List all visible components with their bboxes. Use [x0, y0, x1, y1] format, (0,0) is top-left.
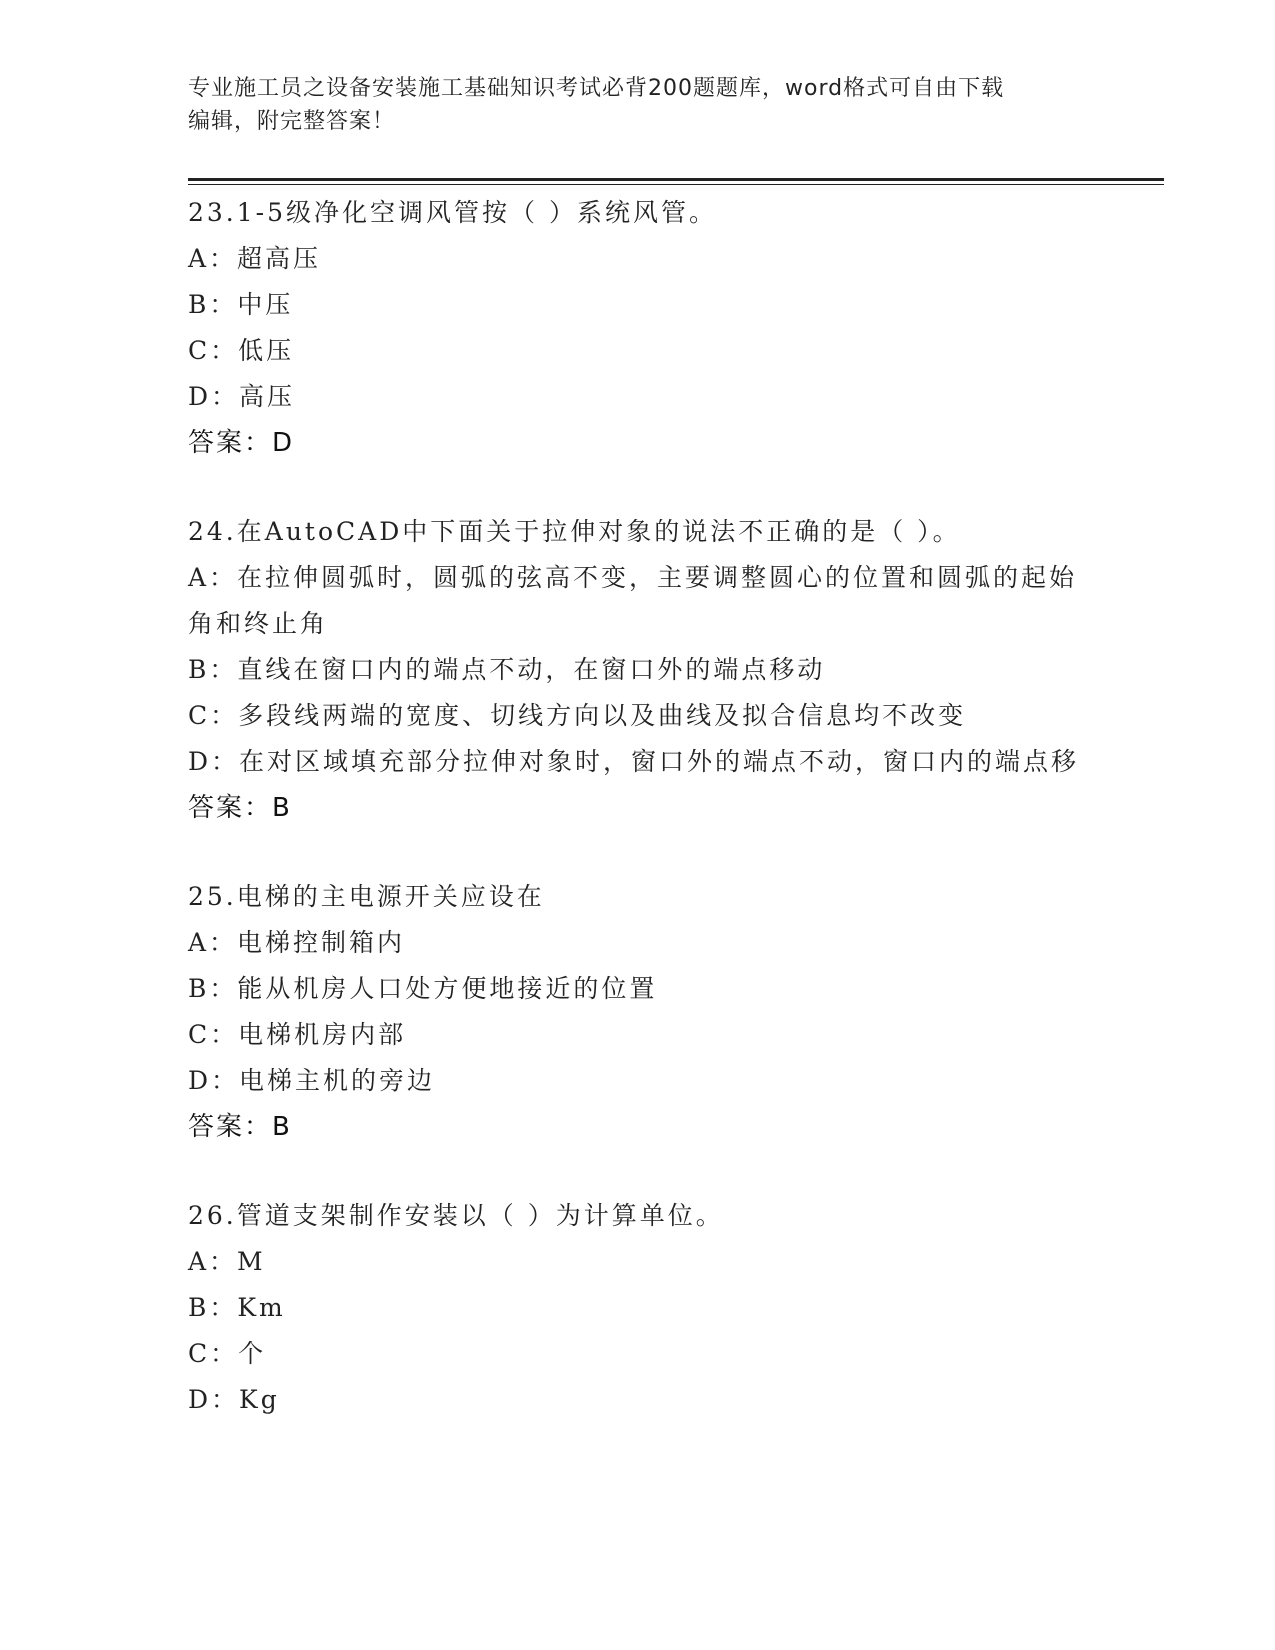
option-a: A：超高压	[188, 244, 322, 273]
option-c: C：多段线两端的宽度、切线方向以及曲线及拟合信息均不改变	[188, 701, 967, 730]
question-stem: 24.在AutoCAD中下面关于拉伸对象的说法不正确的是（ ）。	[188, 517, 961, 546]
option-c: C：低压	[188, 336, 295, 365]
option-a: A：电梯控制箱内	[188, 928, 406, 957]
answer-line: 答案：B	[188, 793, 292, 823]
option-b: B：直线在窗口内的端点不动，在窗口外的端点移动	[188, 655, 826, 684]
option-b: B：中压	[188, 290, 294, 319]
question-26	[188, 1193, 1088, 1423]
option-d: D：电梯主机的旁边	[188, 1066, 436, 1095]
answer-line: 答案：D	[188, 428, 295, 458]
option-d: D：在对区域填充部分拉伸对象时，窗口外的端点不动，窗口内的端点移	[188, 747, 1080, 776]
question-23	[188, 190, 1088, 466]
question-stem: 26.管道支架制作安装以（ ）为计算单位。	[188, 1201, 724, 1230]
option-b: B：能从机房人口处方便地接近的位置	[188, 974, 658, 1003]
question-24	[188, 509, 1088, 831]
option-b: B：Km	[188, 1293, 286, 1322]
question-25	[188, 874, 1088, 1150]
option-a: A：在拉伸圆弧时，圆弧的弦高不变，主要调整圆心的位置和圆弧的起始角和终止角	[188, 563, 1078, 638]
question-stem: 25.电梯的主电源开关应设在	[188, 882, 545, 911]
answer-line: 答案：B	[188, 1112, 292, 1142]
question-stem: 23.1-5级净化空调风管按（ ）系统风管。	[188, 198, 717, 227]
option-c: C：电梯机房内部	[188, 1020, 407, 1049]
option-d: D：高压	[188, 382, 296, 411]
header-divider-thick	[188, 178, 1164, 181]
option-d: D：Kg	[188, 1385, 280, 1414]
header-title-line-1: 专业施工员之设备安装施工基础知识考试必背200题题库，word格式可自由下载	[188, 76, 1005, 101]
question-list	[188, 190, 1088, 1466]
header-title-line-2: 编辑，附完整答案！	[188, 109, 396, 134]
option-c: C：个	[188, 1339, 267, 1368]
document-header	[188, 72, 1088, 138]
header-divider-thin	[188, 184, 1164, 185]
option-a: A：M	[188, 1247, 266, 1276]
